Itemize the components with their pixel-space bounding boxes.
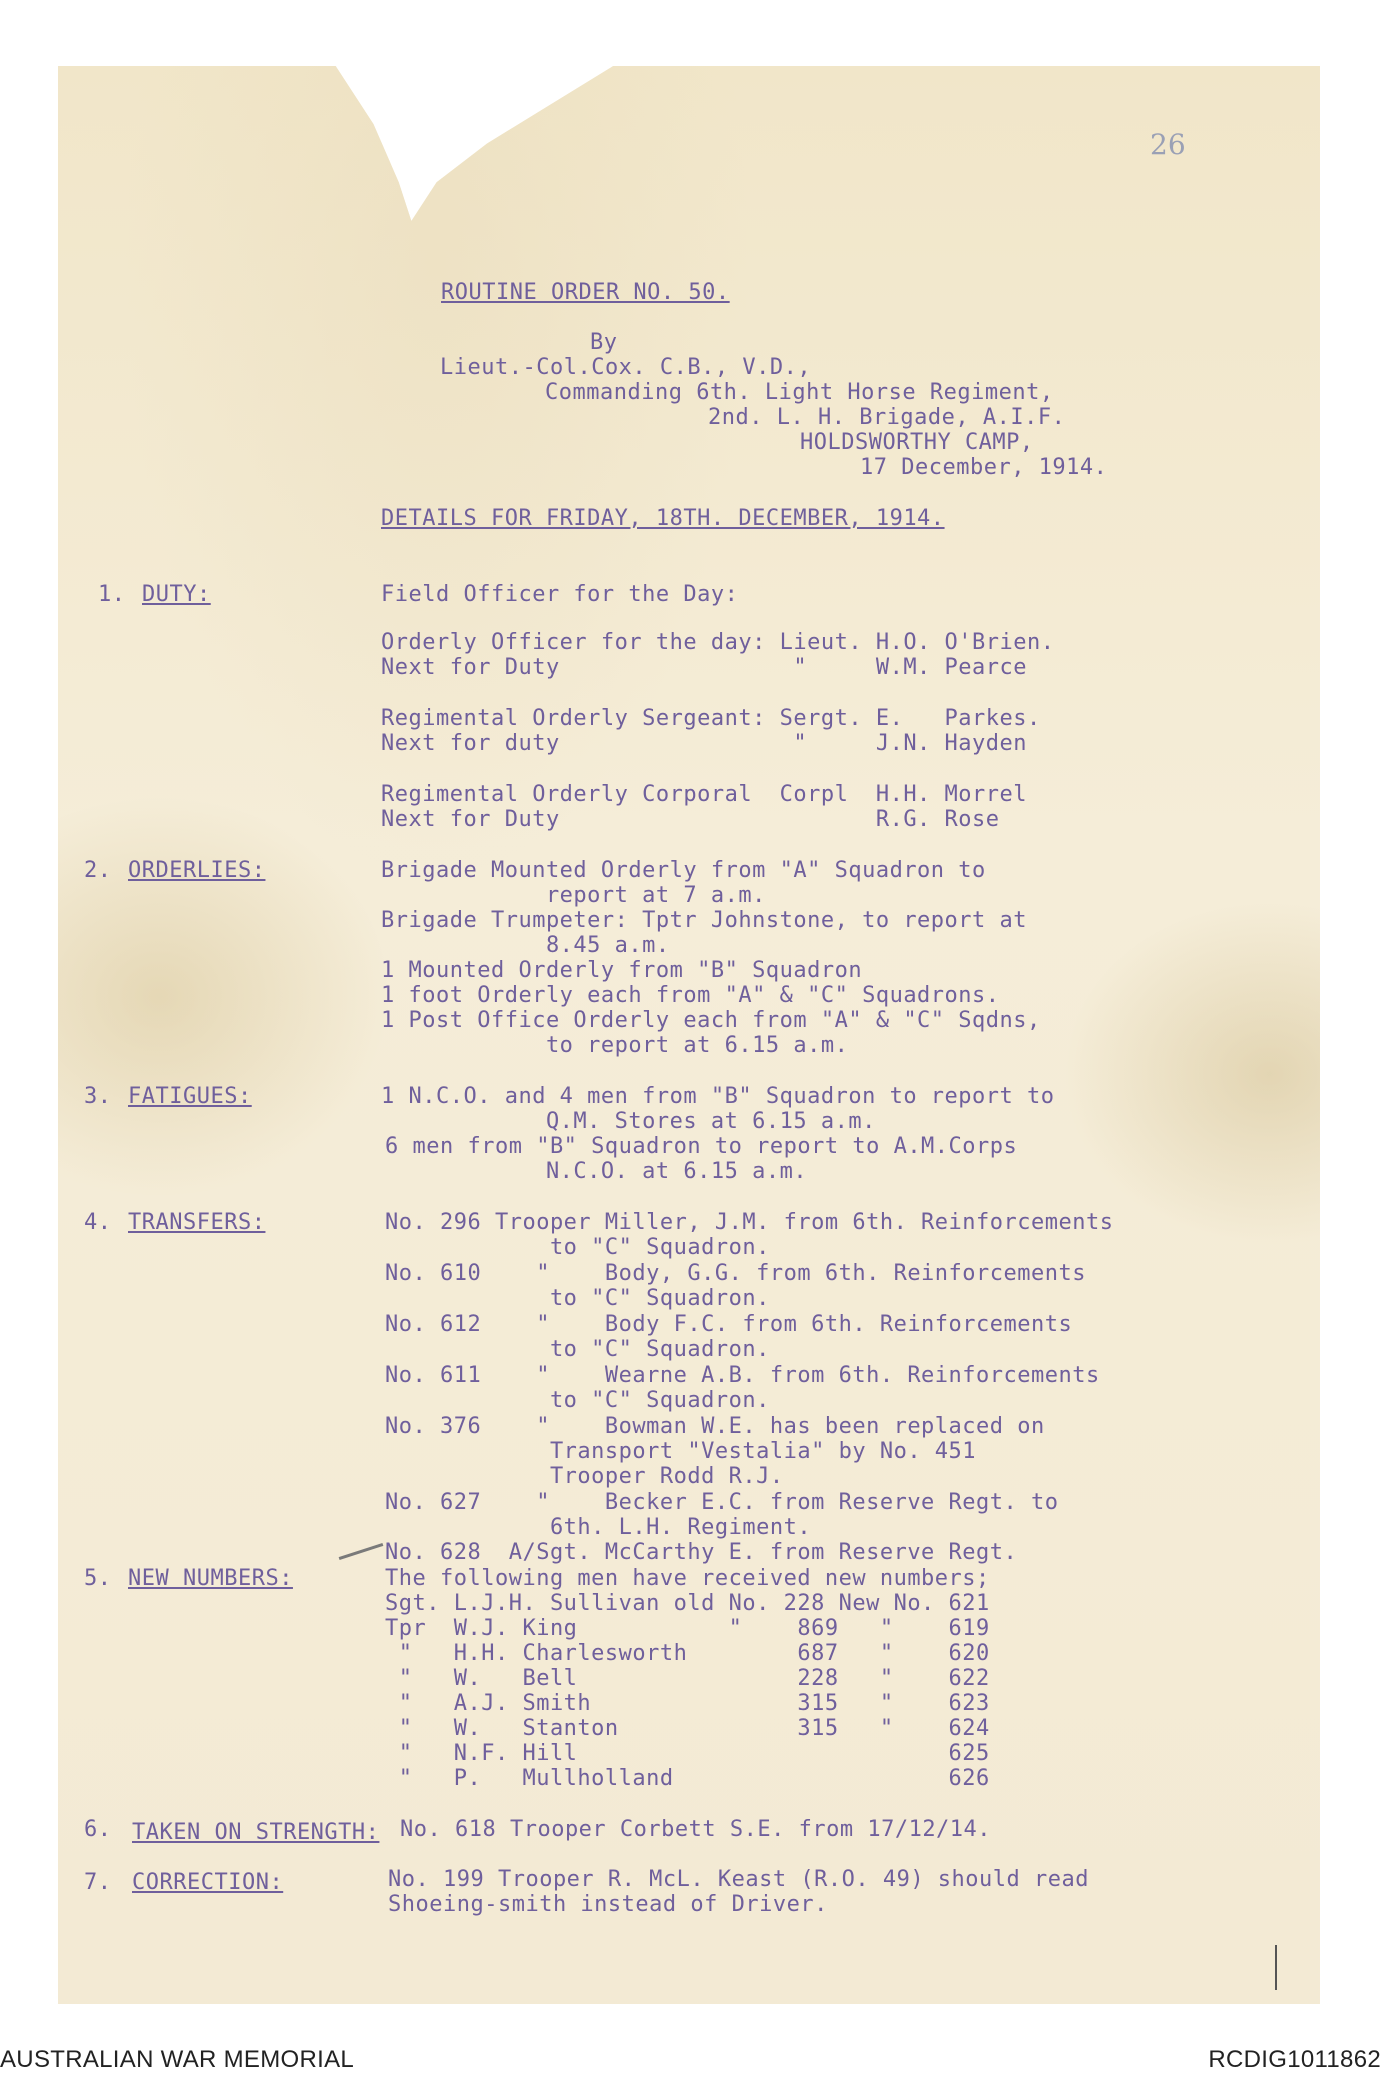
section-heading-new-numbers: NEW NUMBERS: — [128, 1566, 293, 1591]
section-heading-orderlies: ORDERLIES: — [128, 858, 266, 883]
new-numbers-line: " H.H. Charlesworth 687 " 620 — [385, 1641, 990, 1666]
transfers-line: to "C" Squadron. — [385, 1235, 770, 1260]
date-line: 17 December, 1914. — [860, 455, 1108, 480]
fatigues-line: N.C.O. at 6.15 a.m. — [381, 1159, 808, 1184]
margin-line — [1275, 1945, 1277, 1990]
new-numbers-line: " N.F. Hill 625 — [385, 1741, 990, 1766]
section-number: 6. — [84, 1817, 112, 1842]
new-numbers-line: " A.J. Smith 315 " 623 — [385, 1691, 990, 1716]
new-numbers-line: Sgt. L.J.H. Sullivan old No. 228 New No. 621 — [385, 1591, 990, 1616]
transfers-line: to "C" Squadron. — [385, 1388, 770, 1413]
footer-catalogue-id: RCDIG1011862 — [1208, 2046, 1381, 2073]
transfers-line: No. 611 " Wearne A.B. from 6th. Reinforcements — [385, 1363, 1100, 1388]
section-number: 7. — [84, 1870, 112, 1895]
orderlies-line: 8.45 a.m. — [381, 933, 670, 958]
duty-line: Regimental Orderly Corporal Corpl H.H. Morrel — [381, 782, 1028, 807]
correction-line: No. 199 Trooper R. McL. Keast (R.O. 49) should read — [388, 1867, 1090, 1892]
details-heading: DETAILS FOR FRIDAY, 18TH. DECEMBER, 1914. — [381, 506, 945, 531]
orderlies-line: report at 7 a.m. — [381, 883, 766, 908]
orderlies-line: 1 Post Office Orderly each from "A" & "C" Sqdns, — [381, 1008, 1041, 1033]
transfers-line: Transport "Vestalia" by No. 451 — [385, 1439, 977, 1464]
transfers-line: No. 627 " Becker E.C. from Reserve Regt. to — [385, 1490, 1059, 1515]
transfers-line: Trooper Rodd R.J. — [385, 1464, 784, 1489]
transfers-line: No. 610 " Body, G.G. from 6th. Reinforcements — [385, 1261, 1087, 1286]
officer-line: Lieut.-Col.Cox. C.B., V.D., — [440, 355, 812, 380]
section-number: 3. — [84, 1084, 112, 1109]
new-numbers-line: Tpr W.J. King " 869 " 619 — [385, 1616, 990, 1641]
footer-institution: AUSTRALIAN WAR MEMORIAL — [0, 2046, 355, 2073]
duty-line: Orderly Officer for the day: Lieut. H.O. O'Brien. — [381, 630, 1055, 655]
fatigues-line: Q.M. Stores at 6.15 a.m. — [381, 1109, 876, 1134]
new-numbers-line: " P. Mullholland 626 — [385, 1766, 990, 1791]
section-number: 2. — [84, 858, 112, 883]
transfers-line: to "C" Squadron. — [385, 1286, 770, 1311]
orderlies-line: 1 Mounted Orderly from "B" Squadron — [381, 958, 863, 983]
transfers-line: No. 628 A/Sgt. McCarthy E. from Reserve Regt. — [385, 1540, 1018, 1565]
transfers-line: to "C" Squadron. — [385, 1337, 770, 1362]
transfers-line: No. 296 Trooper Miller, J.M. from 6th. Reinforcements — [385, 1210, 1114, 1235]
new-numbers-line: " W. Stanton 315 " 624 — [385, 1716, 990, 1741]
brigade-line: 2nd. L. H. Brigade, A.I.F. — [708, 405, 1066, 430]
strength-line: No. 618 Trooper Corbett S.E. from 17/12/14. — [400, 1817, 992, 1842]
transfers-line: 6th. L.H. Regiment. — [385, 1515, 812, 1540]
section-heading-correction: CORRECTION: — [132, 1870, 284, 1895]
section-heading-strength: TAKEN ON STRENGTH: — [132, 1820, 380, 1845]
section-number: 4. — [84, 1210, 112, 1235]
command-line: Commanding 6th. Light Horse Regiment, — [545, 380, 1054, 405]
section-heading-fatigues: FATIGUES: — [128, 1084, 252, 1109]
duty-line: Regimental Orderly Sergeant: Sergt. E. Parkes. — [381, 706, 1041, 731]
duty-line: Next for Duty " W.M. Pearce — [381, 655, 1028, 680]
section-heading-transfers: TRANSFERS: — [128, 1210, 266, 1235]
duty-line: Field Officer for the Day: — [381, 582, 739, 607]
new-numbers-line: The following men have received new numbers; — [385, 1566, 990, 1591]
fatigues-line: 6 men from "B" Squadron to report to A.M.Corps — [385, 1134, 1018, 1159]
orderlies-line: to report at 6.15 a.m. — [381, 1033, 849, 1058]
orderlies-line: Brigade Mounted Orderly from "A" Squadron to — [381, 858, 986, 883]
by-line: By — [590, 330, 618, 355]
order-title: ROUTINE ORDER NO. 50. — [441, 280, 730, 305]
page-number: 26 — [1150, 128, 1186, 161]
orderlies-line: Brigade Trumpeter: Tptr Johnstone, to report at — [381, 908, 1028, 933]
duty-line: Next for duty " J.N. Hayden — [381, 731, 1028, 756]
new-numbers-line: " W. Bell 228 " 622 — [385, 1666, 990, 1691]
transfers-line: No. 376 " Bowman W.E. has been replaced on — [385, 1414, 1045, 1439]
camp-line: HOLDSWORTHY CAMP, — [800, 430, 1034, 455]
fatigues-line: 1 N.C.O. and 4 men from "B" Squadron to report to — [381, 1084, 1055, 1109]
orderlies-line: 1 foot Orderly each from "A" & "C" Squadrons. — [381, 983, 1000, 1008]
transfers-line: No. 612 " Body F.C. from 6th. Reinforcements — [385, 1312, 1073, 1337]
duty-line: Next for Duty R.G. Rose — [381, 807, 1000, 832]
section-heading-duty: DUTY: — [142, 582, 211, 607]
section-number: 1. — [98, 582, 126, 607]
section-number: 5. — [84, 1566, 112, 1591]
paper-tear — [360, 60, 510, 120]
correction-line: Shoeing-smith instead of Driver. — [388, 1892, 828, 1917]
